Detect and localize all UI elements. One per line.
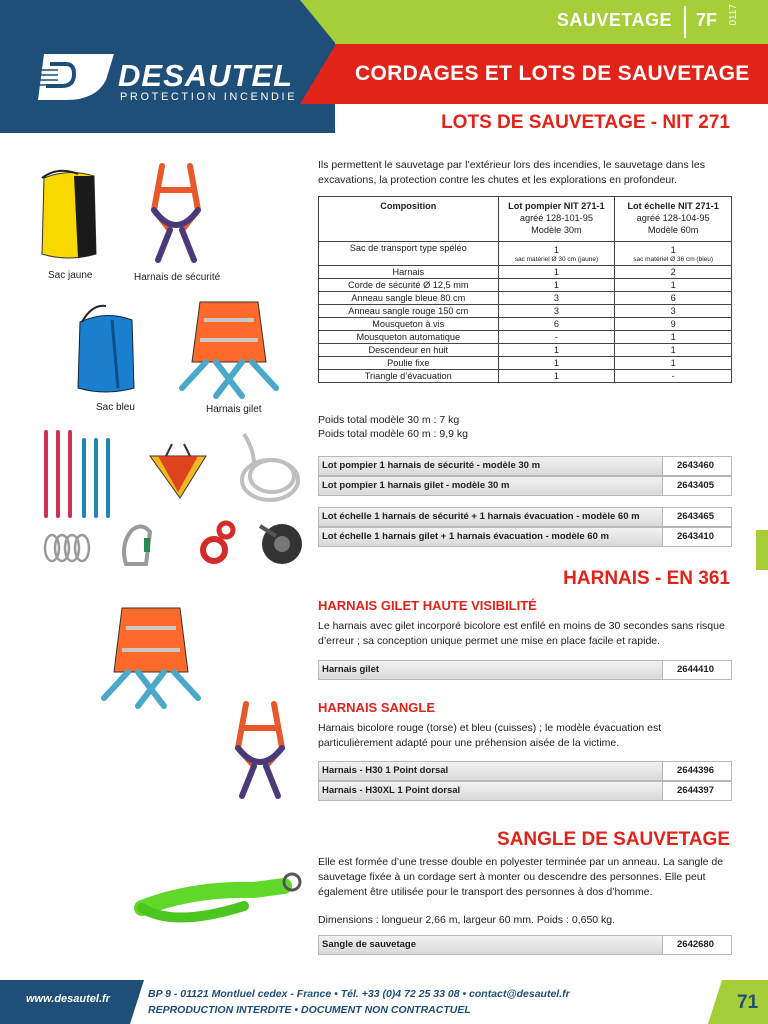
- rope-coil-image: [234, 430, 306, 508]
- table-row: [319, 344, 732, 357]
- table-row: [319, 331, 732, 344]
- table-cell: 3: [615, 305, 732, 318]
- table-cell: 1: [615, 279, 732, 292]
- weight-60: Poids total modèle 60 m : 9,9 kg: [318, 428, 468, 440]
- table-cell: 1: [615, 331, 732, 344]
- weight-30: Poids total modèle 30 m : 7 kg: [318, 414, 460, 426]
- brand-name: DESAUTEL: [118, 58, 294, 93]
- table-header: Lot pompier NIT 271-1 agréé 128-101-95 Modèle 30m: [498, 197, 615, 242]
- composition-table: [318, 196, 732, 383]
- reference-row: Sangle de sauvetage 2642680: [318, 935, 732, 955]
- table-cell: Corde de sécurité Ø 12,5 mm: [319, 279, 499, 292]
- section-title-harnais: HARNAIS - EN 361: [563, 568, 730, 589]
- header-divider: [684, 6, 686, 38]
- strap-harness-image: [224, 698, 296, 802]
- table-cell: 1: [498, 344, 615, 357]
- lots-intro: Ils permettent le sauvetage par l’extérieur lors des incendies, le sauvetage dans les excavations, la protection contre les chutes et les explorations en profondeur.: [318, 159, 705, 186]
- table-cell: 1: [615, 357, 732, 370]
- section-title-sangle: SANGLE DE SAUVETAGE: [497, 829, 730, 850]
- footer-right-slant: [708, 980, 722, 1024]
- table-cell: Anneau sangle rouge 150 cm: [319, 305, 499, 318]
- table-cell: 3: [498, 292, 615, 305]
- table-cell: 6: [498, 318, 615, 331]
- caption-sac-jaune: Sac jaune: [48, 270, 93, 281]
- caption-sac-bleu: Sac bleu: [96, 402, 135, 413]
- figure-eight-descender-image: [200, 518, 240, 568]
- section-title-lots: LOTS DE SAUVETAGE - NIT 271: [441, 112, 730, 133]
- yellow-bag-image: [38, 166, 100, 264]
- table-cell: 1: [498, 357, 615, 370]
- reference-row: Harnais - H30XL 1 Point dorsal 2644397: [318, 781, 732, 801]
- sangle-dimensions: Dimensions : longueur 2,66 m, largeur 60 mm. Poids : 0,650 kg.: [318, 914, 616, 926]
- header-category: SAUVETAGE: [556, 10, 672, 30]
- reference-row: Lot échelle 1 harnais de sécurité + 1 harnais évacuation - modèle 60 m 2643465: [318, 507, 732, 527]
- pulley-image: [256, 518, 306, 568]
- page-title: CORDAGES ET LOTS DE SAUVETAGE: [355, 62, 750, 85]
- footer-address: BP 9 - 01121 Montluel cedex - France • Tél. +33 (0)4 72 25 33 08 • contact@desautel.fr: [148, 988, 570, 1000]
- footer-disclaimer: REPRODUCTION INTERDITE • DOCUMENT NON CONTRACTUEL: [148, 1004, 471, 1016]
- caption-harnais-securite: Harnais de sécurité: [134, 272, 221, 283]
- table-cell: 1: [498, 279, 615, 292]
- table-cell: -: [498, 331, 615, 344]
- table-cell: Harnais: [319, 266, 499, 279]
- vest-harness-large-image: [98, 602, 204, 712]
- desautel-logo-icon: [36, 50, 116, 102]
- reference-row: Lot échelle 1 harnais gilet + 1 harnais évacuation - modèle 60 m 2643410: [318, 527, 732, 547]
- table-cell: 1: [615, 344, 732, 357]
- reference-row: Harnais - H30 1 Point dorsal 2644396: [318, 761, 732, 781]
- table-cell: 9: [615, 318, 732, 331]
- auto-carabiner-image: [118, 524, 156, 568]
- table-header: Composition: [319, 197, 499, 242]
- safety-harness-image: [140, 160, 212, 268]
- header-page-ref: 0117: [728, 4, 739, 26]
- evacuation-triangle-image: [146, 442, 210, 500]
- reference-row: Harnais gilet 2644410: [318, 660, 732, 680]
- harnais-sangle-text: Harnais bicolore rouge (torse) et bleu (cuisses) ; le modèle évacuation est particulièrement adapté pour une préhension aisée de la victime.: [318, 722, 662, 749]
- reference-row: Lot pompier 1 harnais de sécurité - modèle 30 m 2643460: [318, 456, 732, 476]
- header-red-slant: [300, 44, 336, 104]
- table-cell: Triangle d’évacuation: [319, 370, 499, 383]
- sling-rings-image: [42, 430, 114, 520]
- reference-row: Lot pompier 1 harnais gilet - modèle 30 m 2643405: [318, 476, 732, 496]
- table-cell: 6: [615, 292, 732, 305]
- table-cell: Mousqueton automatique: [319, 331, 499, 344]
- caption-harnais-gilet: Harnais gilet: [206, 404, 262, 415]
- table-row: [319, 370, 732, 383]
- table-row: [319, 292, 732, 305]
- header-section-code: 7F: [696, 10, 718, 30]
- footer-website-link[interactable]: www.desautel.fr: [26, 993, 110, 1005]
- table-cell: 3: [498, 305, 615, 318]
- table-row: [319, 318, 732, 331]
- rescue-strap-image: [134, 868, 314, 932]
- table-cell: 1: [498, 266, 615, 279]
- table-cell: Poulie fixe: [319, 357, 499, 370]
- subtitle-harnais-gilet: HARNAIS GILET HAUTE VISIBILITÉ: [318, 598, 537, 613]
- page-number: 71: [737, 992, 759, 1013]
- harnais-gilet-text: Le harnais avec gilet incorporé bicolore est enfilé en moins de 30 secondes sans risque d’erreur ; sa conception unique permet une mise en place facile et rapide.: [318, 620, 725, 647]
- side-tab-marker: [756, 530, 768, 570]
- subtitle-harnais-sangle: HARNAIS SANGLE: [318, 700, 436, 715]
- table-cell: Anneau sangle bleue 80 cm: [319, 292, 499, 305]
- table-row: [319, 279, 732, 292]
- table-row: [319, 357, 732, 370]
- table-header: Lot échelle NIT 271-1 agréé 128-104-95 Modèle 60m: [615, 197, 732, 242]
- table-cell: -: [615, 370, 732, 383]
- sangle-text: Elle est formée d’une tresse double en polyester terminée par un anneau. La sangle de sauvetage fixée à un cordage sert à monter ou descendre des personnes. Elle peut également être utilisée pour le transport des personnes à dos d’homme.: [318, 856, 724, 898]
- table-row: Sac de transport type spéléo 1 sac matériel Ø 30 cm (jaune) 1 sac matériel Ø 36 cm (bleu): [319, 242, 732, 266]
- blue-bag-image: [72, 302, 138, 396]
- carabiners-image: [42, 532, 90, 564]
- footer-left-slant: [130, 980, 144, 1024]
- vest-harness-image: [176, 296, 282, 402]
- table-cell: 1: [498, 370, 615, 383]
- table-cell: 2: [615, 266, 732, 279]
- header-green-slant: [300, 0, 336, 44]
- table-cell: Descendeur en huit: [319, 344, 499, 357]
- brand-tagline: PROTECTION INCENDIE: [120, 91, 298, 103]
- table-row: [319, 266, 732, 279]
- table-cell: Mousqueton à vis: [319, 318, 499, 331]
- table-row: [319, 305, 732, 318]
